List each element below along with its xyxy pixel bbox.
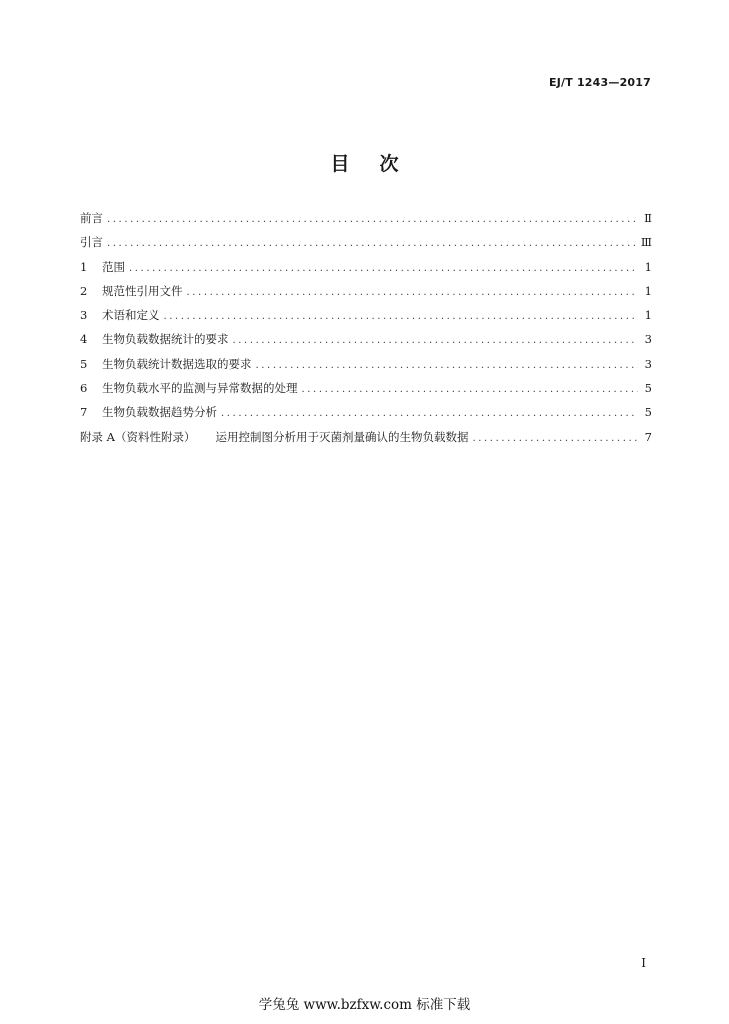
dot-leader xyxy=(302,378,639,402)
standard-code: EJ/T 1243—2017 xyxy=(549,76,651,89)
toc-entry-section-6[interactable] xyxy=(80,376,652,400)
table-of-contents xyxy=(80,206,652,449)
toc-entry-section-2[interactable] xyxy=(80,279,652,303)
dot-leader xyxy=(107,232,637,256)
toc-entry-number: 7 xyxy=(80,405,88,420)
toc-entry-appendix-a[interactable] xyxy=(80,425,652,449)
toc-entry-page: 1 xyxy=(644,308,652,323)
toc-entry-page: 7 xyxy=(644,429,652,444)
toc-entry-page: 5 xyxy=(644,381,652,396)
toc-entry-label: 术语和定义 xyxy=(102,308,160,323)
page-number: I xyxy=(641,956,646,970)
toc-entry-page: 1 xyxy=(644,259,652,274)
dot-leader xyxy=(221,402,638,426)
toc-entry-page: 3 xyxy=(644,356,652,371)
toc-entry-label: 规范性引用文件 xyxy=(102,283,183,298)
dot-leader xyxy=(472,427,638,451)
dot-leader xyxy=(233,329,639,353)
toc-entry-number: 6 xyxy=(80,381,88,396)
toc-entry-label: 生物负载数据趋势分析 xyxy=(102,405,217,420)
toc-entry-number: 5 xyxy=(80,356,88,371)
toc-entry-number: 4 xyxy=(80,332,88,347)
toc-entry-section-7[interactable] xyxy=(80,400,652,424)
toc-entry-number: 1 xyxy=(80,259,88,274)
title-char-1: 目 xyxy=(330,153,350,175)
toc-entry-number: 2 xyxy=(80,283,88,298)
toc-entry-label: 生物负载数据统计的要求 xyxy=(102,332,229,347)
page-title xyxy=(0,149,729,176)
dot-leader xyxy=(129,257,638,281)
dot-leader xyxy=(256,354,639,378)
toc-entry-introduction[interactable] xyxy=(80,230,652,254)
dot-leader xyxy=(164,305,639,329)
dot-leader xyxy=(187,281,639,305)
toc-entry-number: 3 xyxy=(80,308,88,323)
toc-entry-label: 运用控制图分析用于灭菌剂量确认的生物负载数据 xyxy=(215,429,469,444)
toc-entry-section-5[interactable] xyxy=(80,352,652,376)
watermark: 学兔兔 www.bzfxw.com 标准下载 xyxy=(258,997,471,1013)
appendix-tag: 附录 A（资料性附录） xyxy=(80,429,196,444)
toc-entry-section-4[interactable] xyxy=(80,327,652,351)
title-char-2: 次 xyxy=(379,153,399,175)
toc-entry-page: 1 xyxy=(644,283,652,298)
toc-entry-label: 前言 xyxy=(80,211,103,225)
toc-entry-page: 3 xyxy=(644,332,652,347)
toc-entry-page: Ⅱ xyxy=(644,211,652,225)
toc-entry-label: 生物负载水平的监测与异常数据的处理 xyxy=(102,381,298,396)
toc-entry-label: 引言 xyxy=(80,235,103,250)
dot-leader xyxy=(107,208,638,232)
toc-entry-label: 生物负载统计数据选取的要求 xyxy=(102,356,252,371)
toc-entry-foreword[interactable] xyxy=(80,206,652,230)
toc-entry-section-3[interactable] xyxy=(80,303,652,327)
toc-entry-section-1[interactable] xyxy=(80,255,652,279)
toc-entry-label: 范围 xyxy=(102,259,125,274)
toc-entry-page: Ⅲ xyxy=(640,235,652,250)
toc-entry-page: 5 xyxy=(644,405,652,420)
